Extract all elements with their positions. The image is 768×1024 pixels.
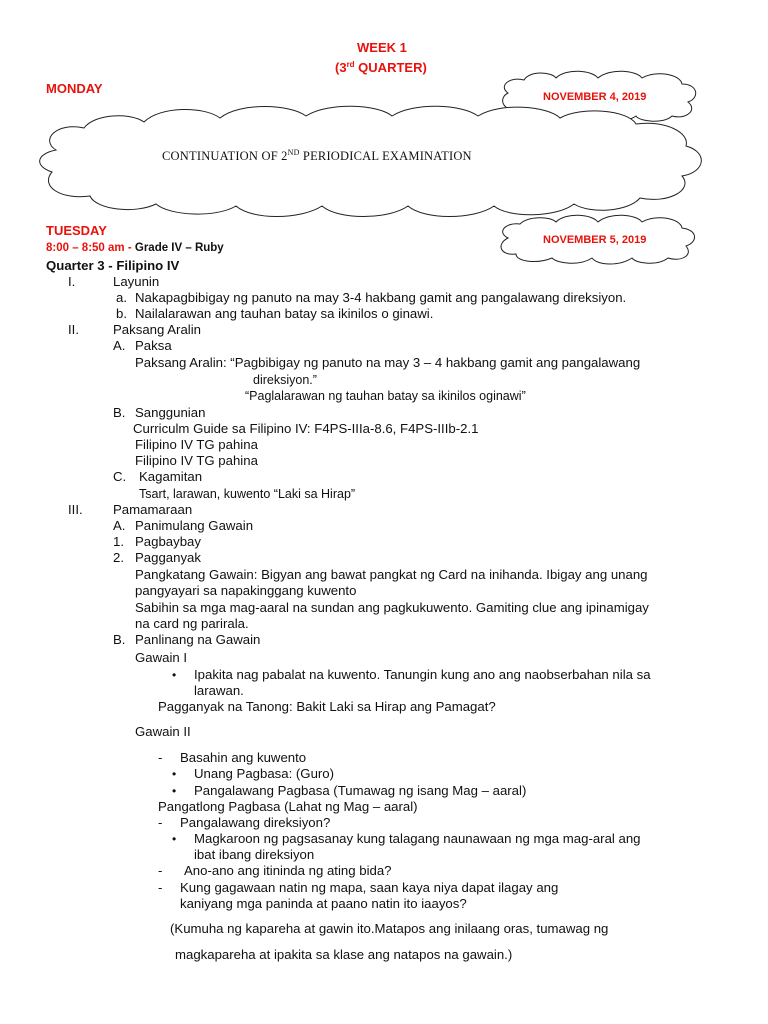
tuesday-date: NOVEMBER 5, 2019 [543,234,647,246]
activity-1-line-1: Ipakita nag pabalat na kuwento. Tanungin kung ano ang naobserbahan nila sa [194,667,651,682]
dash-1: - [158,750,163,765]
letter-B-sanggunian: B. [113,405,126,420]
bullet-2: • [172,767,177,781]
exam-text [162,149,472,164]
bullet-3: • [172,784,177,798]
map-question-line-1: Kung gagawaan natin ng mapa, saan kaya niya dapat ilagay ang [180,880,559,895]
week-title: WEEK 1 [357,40,407,55]
quarter-open: (3 [335,60,347,75]
group-activity-line-2: pangyayari sa napakinggang kuwento [135,583,357,598]
activity-1-title: Gawain I [135,650,188,665]
subsection-paksa: Paksa [135,338,172,353]
roman-numeral-1: I. [68,274,76,289]
letter-a: a. [116,290,127,305]
dash-2: - [158,815,163,830]
tuesday-label: TUESDAY [46,223,107,238]
subsection-panlinang-na-gawain: Panlinang na Gawain [135,632,261,647]
letter-A-paksa: A. [113,338,126,353]
letter-C-kagamitan: C. [113,469,127,484]
group-activity-line-1: Pangkatang Gawain: Bigyan ang bawat pangkat ng Card na inihanda. Ibigay ang unang [135,567,648,582]
topic-line-2: direksiyon.” [253,373,317,387]
motivation-question: Pagganyak na Tanong: Bakit Laki sa Hirap ang Pamagat? [158,699,496,714]
objective-b: Nailalarawan ang tauhan batay sa ikinilos o ginawi. [135,306,434,321]
number-1: 1. [113,534,124,549]
topic-line-1: Paksang Aralin: “Pagbibigay ng panuto na may 3 – 4 hakbang gamit ang pangalawang [135,355,641,370]
section-paksang-aralin: Paksang Aralin [113,322,201,337]
topic-line-3: “Paglalarawan ng tauhan batay sa ikinilos oginawi” [245,389,526,403]
quarter-subject-title: Quarter 3 - Filipino IV [46,258,180,273]
materials-list: Tsart, larawan, kuwento “Laki sa Hirap” [139,487,356,501]
quarter-sup: rd [346,60,355,69]
instruction-line-1: Sabihin sa mga mag-aaral na sundan ang pagkukuwento. Gamiting clue ang ipinamigay [135,600,649,615]
reference-tg-1: Filipino IV TG pahina [135,437,258,452]
step-pagbaybay: Pagbaybay [135,534,201,549]
practice-line-2: ibat ibang direksiyon [194,847,315,862]
letter-B-panlinang: B. [113,632,126,647]
letter-b: b. [116,306,127,321]
number-2: 2. [113,550,124,565]
quarter-close: QUARTER) [354,60,427,75]
exam-text-sup: ND [287,148,300,157]
third-reading: Pangatlong Pagbasa (Lahat ng Mag – aaral) [158,799,418,814]
map-question-line-2: kaniyang mga paninda at paano natin ito iaayos? [180,896,467,911]
activity-2-title: Gawain II [135,724,191,739]
time-slot: 8:00 – 8:50 am - [46,242,132,254]
pair-instruction-line-2: magkapareha at ipakita sa klase ang natapos na gawain.) [175,947,513,962]
bullet-4: • [172,832,177,846]
read-story: Basahin ang kuwento [180,750,307,765]
subsection-kagamitan: Kagamitan [139,469,203,484]
letter-A-panimula: A. [113,518,126,533]
roman-numeral-2: II. [68,322,79,337]
step-pagganyak: Pagganyak [135,550,201,565]
reference-tg-2: Filipino IV TG pahina [135,453,258,468]
subsection-panimulang-gawain: Panimulang Gawain [135,518,254,533]
subsection-sanggunian: Sanggunian [135,405,206,420]
activity-1-line-2: larawan. [194,683,244,698]
bullet-1: • [172,668,177,682]
dash-4: - [158,880,163,895]
first-reading: Unang Pagbasa: (Guro) [194,766,335,781]
monday-label: MONDAY [46,81,103,96]
instruction-line-2: na card ng parirala. [135,616,249,631]
dash-3: - [158,863,163,878]
exam-text-pre: CONTINUATION OF 2 [162,149,288,163]
objective-a: Nakapagbibigay ng panuto na may 3-4 hakbang gamit ang pangalawang direksiyon. [135,290,627,305]
second-direction-question: Pangalawang direksiyon? [180,815,331,830]
exam-text-post: PERIODICAL EXAMINATION [299,149,472,163]
roman-numeral-3: III. [68,502,83,517]
section-layunin: Layunin [113,274,160,289]
grade-section: Grade IV – Ruby [134,242,224,254]
section-pamamaraan: Pamamaraan [113,502,193,517]
pair-instruction-line-1: (Kumuha ng kapareha at gawin ito.Matapos ang inilaang oras, tumawag ng [170,921,609,936]
reference-curriculum: Curriculm Guide sa Filipino IV: F4PS-IIIa-8.6, F4PS-IIIb-2.1 [133,421,479,436]
practice-line-1: Magkaroon ng pagsasanay kung talagang naunawaan ng mga mag-aral ang [194,831,641,846]
schedule-line [46,242,224,254]
monday-date: NOVEMBER 4, 2019 [543,91,647,103]
items-sold-question: Ano-ano ang itininda ng ating bida? [184,863,392,878]
second-reading: Pangalawang Pagbasa (Tumawag ng isang Mag – aaral) [194,783,527,798]
